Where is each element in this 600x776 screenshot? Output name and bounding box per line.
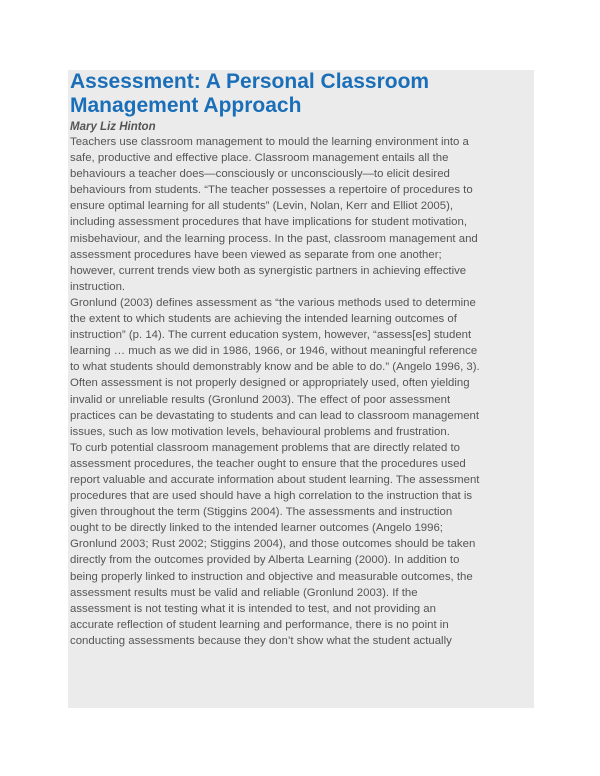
paragraph-line: report valuable and accurate information about student learning. The assessment (70, 473, 480, 486)
paragraph-line: accurate reflection of student learning and performance, there is no point in (70, 618, 449, 631)
paragraph-line: assessment is not testing what it is intended to test, and not providing an (70, 602, 436, 615)
paragraph-line: including assessment procedures that have implications for student motivation, (70, 216, 467, 229)
body-paragraph (68, 295, 534, 440)
paragraph-line: misbehaviour, and the learning process. In the past, classroom management and (70, 232, 478, 245)
paragraph-line: being properly linked to instruction and objective and measurable outcomes, the (70, 570, 473, 583)
paragraph-line: conducting assessments because they don’t show what the student actually (70, 634, 452, 647)
paragraph-line: assessment results must be valid and reliable (Gronlund 2003). If the (70, 586, 418, 599)
paragraph-line: behaviours a teacher does—consciously or unconsciously—to elicit desired (70, 168, 450, 181)
paragraph-line: safe, productive and effective place. Classroom management entails all the (70, 152, 449, 165)
paragraph-line: Gronlund (2003) defines assessment as “the various methods used to determine (70, 296, 476, 309)
paragraph-line: given throughout the term (Stiggins 2004). The assessments and instruction (70, 506, 453, 519)
title-line: Assessment: A Personal Classroom (70, 70, 430, 93)
paragraph-line: procedures that are used should have a high correlation to the instruction that is (70, 490, 473, 503)
paragraph-line: Often assessment is not properly designed or appropriately used, often yielding (70, 377, 470, 390)
paragraph-line: directly from the outcomes provided by Alberta Learning (2000). In addition to (70, 554, 460, 567)
paragraph-line: ought to be directly linked to the intended learner outcomes (Angelo 1996; (70, 522, 443, 535)
title-line: Management Approach (70, 94, 302, 117)
paragraph-line: to what students should demonstrably know and be able to do.” (Angelo 1996, 3). (70, 361, 480, 374)
paragraph-line: To curb potential classroom management problems that are directly related to (70, 441, 461, 454)
paragraph-line: issues, such as low motivation levels, behavioural problems and frustration. (70, 425, 450, 438)
document-author: Mary Liz Hinton (70, 121, 156, 133)
paragraph-line: practices can be devastating to students and can lead to classroom management (70, 409, 480, 422)
paragraph-line: instruction. (70, 280, 126, 293)
document-title (68, 70, 534, 118)
paragraph-line: the extent to which students are achieving the intended learning outcomes of (70, 313, 457, 326)
paragraph-line: ensure optimal learning for all students” (Levin, Nolan, Kerr and Elliot 2005), (70, 200, 454, 213)
paragraph-line: however, current trends view both as synergistic partners in achieving effective (70, 264, 467, 277)
paragraph-line: learning … much as we did in 1986, 1966, or 1946, without meaningful reference (70, 345, 478, 358)
paragraph-line: Teachers use classroom management to mould the learning environment into a (70, 136, 469, 148)
paragraph-line: behaviours from students. “The teacher possesses a repertoire of procedures to (70, 184, 473, 197)
paragraph-line: invalid or unreliable results (Gronlund 2003). The effect of poor assessment (70, 393, 451, 406)
paragraph-line: assessment procedures, the teacher ought to ensure that the procedures used (70, 457, 466, 470)
paragraph-line: instruction” (p. 14). The current education system, however, “assess[es] student (70, 329, 472, 342)
document-body (68, 134, 534, 649)
document-content (68, 70, 534, 708)
body-paragraph (68, 134, 534, 295)
paragraph-line: assessment procedures have been viewed as separate from one another; (70, 248, 442, 261)
body-paragraph (68, 440, 534, 649)
paragraph-line: Gronlund 2003; Rust 2002; Stiggins 2004), and those outcomes should be taken (70, 538, 476, 551)
